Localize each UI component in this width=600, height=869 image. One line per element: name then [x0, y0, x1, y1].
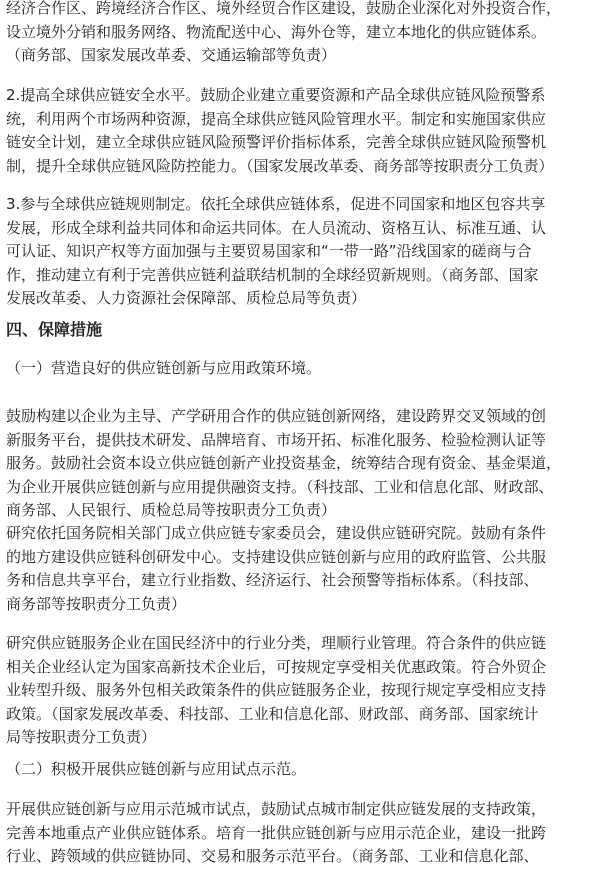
text-line: 开展供应链创新与应用示范城市试点，鼓励试点城市制定供应链发展的支持政策，	[6, 800, 547, 818]
text-line: 作，推动建立有利于完善供应链利益联结机制的全球经贸新规则。（商务部、国家	[6, 265, 539, 284]
text-line: 发展，形成全球利益共同体和命运共同体。在人员流动、资格互认、标准互通、认	[6, 218, 547, 237]
text-line: 服务。鼓励社会资本设立供应链创新产业投资基金，统筹结合现有资金、基金渠道，	[6, 454, 562, 472]
text-line: 统，利用两个市场两种资源，提高全球供应链风险管理水平。制定和实施国家供应	[6, 109, 547, 128]
text-line: 发展改革委、人力资源社会保障部、质检总局等负责）	[6, 289, 367, 307]
paragraph-industry-classification	[6, 632, 594, 750]
text-line: 可认证、知识产权等方面加强与主要贸易国家和“一带一路”沿线国家的磋商与合	[6, 242, 532, 260]
text-line: 行业、跨领域的供应链协同、交易和服务示范平台。（商务部、工业和信息化部、	[6, 847, 539, 865]
section-heading: 四、保障措施	[6, 320, 103, 339]
text-line: 设立境外分销和服务网络、物流配送中心、海外仓等，建立本地化的供应链体系。	[6, 22, 547, 41]
text-line: 商务部等按职责分工负责）	[6, 594, 187, 613]
text-line: 研究依托国务院相关部门成立供应链专家委员会，建设供应链研究院。鼓励有条件	[6, 524, 547, 542]
paragraph-supply-chain-security	[6, 84, 594, 178]
text-line: 2.提高全球供应链安全水平。鼓励企业建立重要资源和产品全球供应链风险预警系	[6, 86, 546, 104]
text-line: 政策。（国家发展改革委、科技部、工业和信息化部、财政部、商务部、国家统计	[6, 704, 539, 723]
text-line: 商务部、人民银行、质检总局等按职责分工负责）	[6, 501, 337, 519]
text-line: 链安全计划，建立全球供应链风险预警评价指标体系，完善全球供应链风险预警机	[6, 133, 547, 151]
text-line: 业转型升级、服务外包相关政策条件的供应链服务企业，按现行规定享受相应支持	[6, 681, 547, 699]
text-line: 局等按职责分工负责）	[6, 728, 157, 746]
text-line: 鼓励构建以企业为主导、产学研用合作的供应链创新网络，建设跨界交叉领域的创	[6, 407, 547, 425]
text-line: 为企业开展供应链创新与应用提供融资支持。（科技部、工业和信息化部、财政部、	[6, 477, 554, 496]
paragraph-overseas-cooperation	[6, 0, 594, 68]
text-line: 务和信息共享平台，建立行业指数、经济运行、社会预警等指标体系。（科技部、	[6, 571, 539, 589]
paragraph-expert-committee	[6, 522, 594, 616]
paragraph-pilot-cities	[6, 798, 594, 869]
paragraph-innovation-network	[6, 405, 594, 523]
text-line: 完善本地重点产业供应链体系。培育一批供应链创新与应用示范企业，建设一批跨	[6, 823, 547, 842]
text-line: （一）营造良好的供应链创新与应用政策环境。	[6, 359, 322, 377]
text-line: （二）积极开展供应链创新与应用试点示范。	[6, 760, 307, 778]
text-line: 的地方建设供应链科创研发中心。支持建设供应链创新与应用的政府监管、公共服	[6, 547, 547, 566]
text-line: 3.参与全球供应链规则制定。依托全球供应链体系，促进不同国家和地区包容共享	[6, 195, 546, 213]
text-line: 相关企业经认定为国家高新技术企业后，可按规定享受相关优惠政策。符合外贸企	[6, 657, 547, 676]
paragraph-global-rules	[6, 193, 594, 311]
text-line: 新服务平台，提供技术研发、品牌培育、市场开拓、标准化服务、检验检测认证等	[6, 430, 547, 449]
text-line: 研究供应链服务企业在国民经济中的行业分类，理顺行业管理。符合条件的供应链	[6, 634, 547, 652]
text-line: 经济合作区、跨境经济合作区、境外经贸合作区建设，鼓励企业深化对外投资合作，	[6, 0, 562, 17]
text-line: （商务部、国家发展改革委、交通运输部等负责）	[6, 46, 337, 64]
subsection-title-pilot	[6, 758, 594, 782]
text-line: 制，提升全球供应链风险防控能力。（国家发展改革委、商务部等按职责分工负责）	[6, 156, 554, 175]
subsection-title-policy	[6, 357, 594, 381]
